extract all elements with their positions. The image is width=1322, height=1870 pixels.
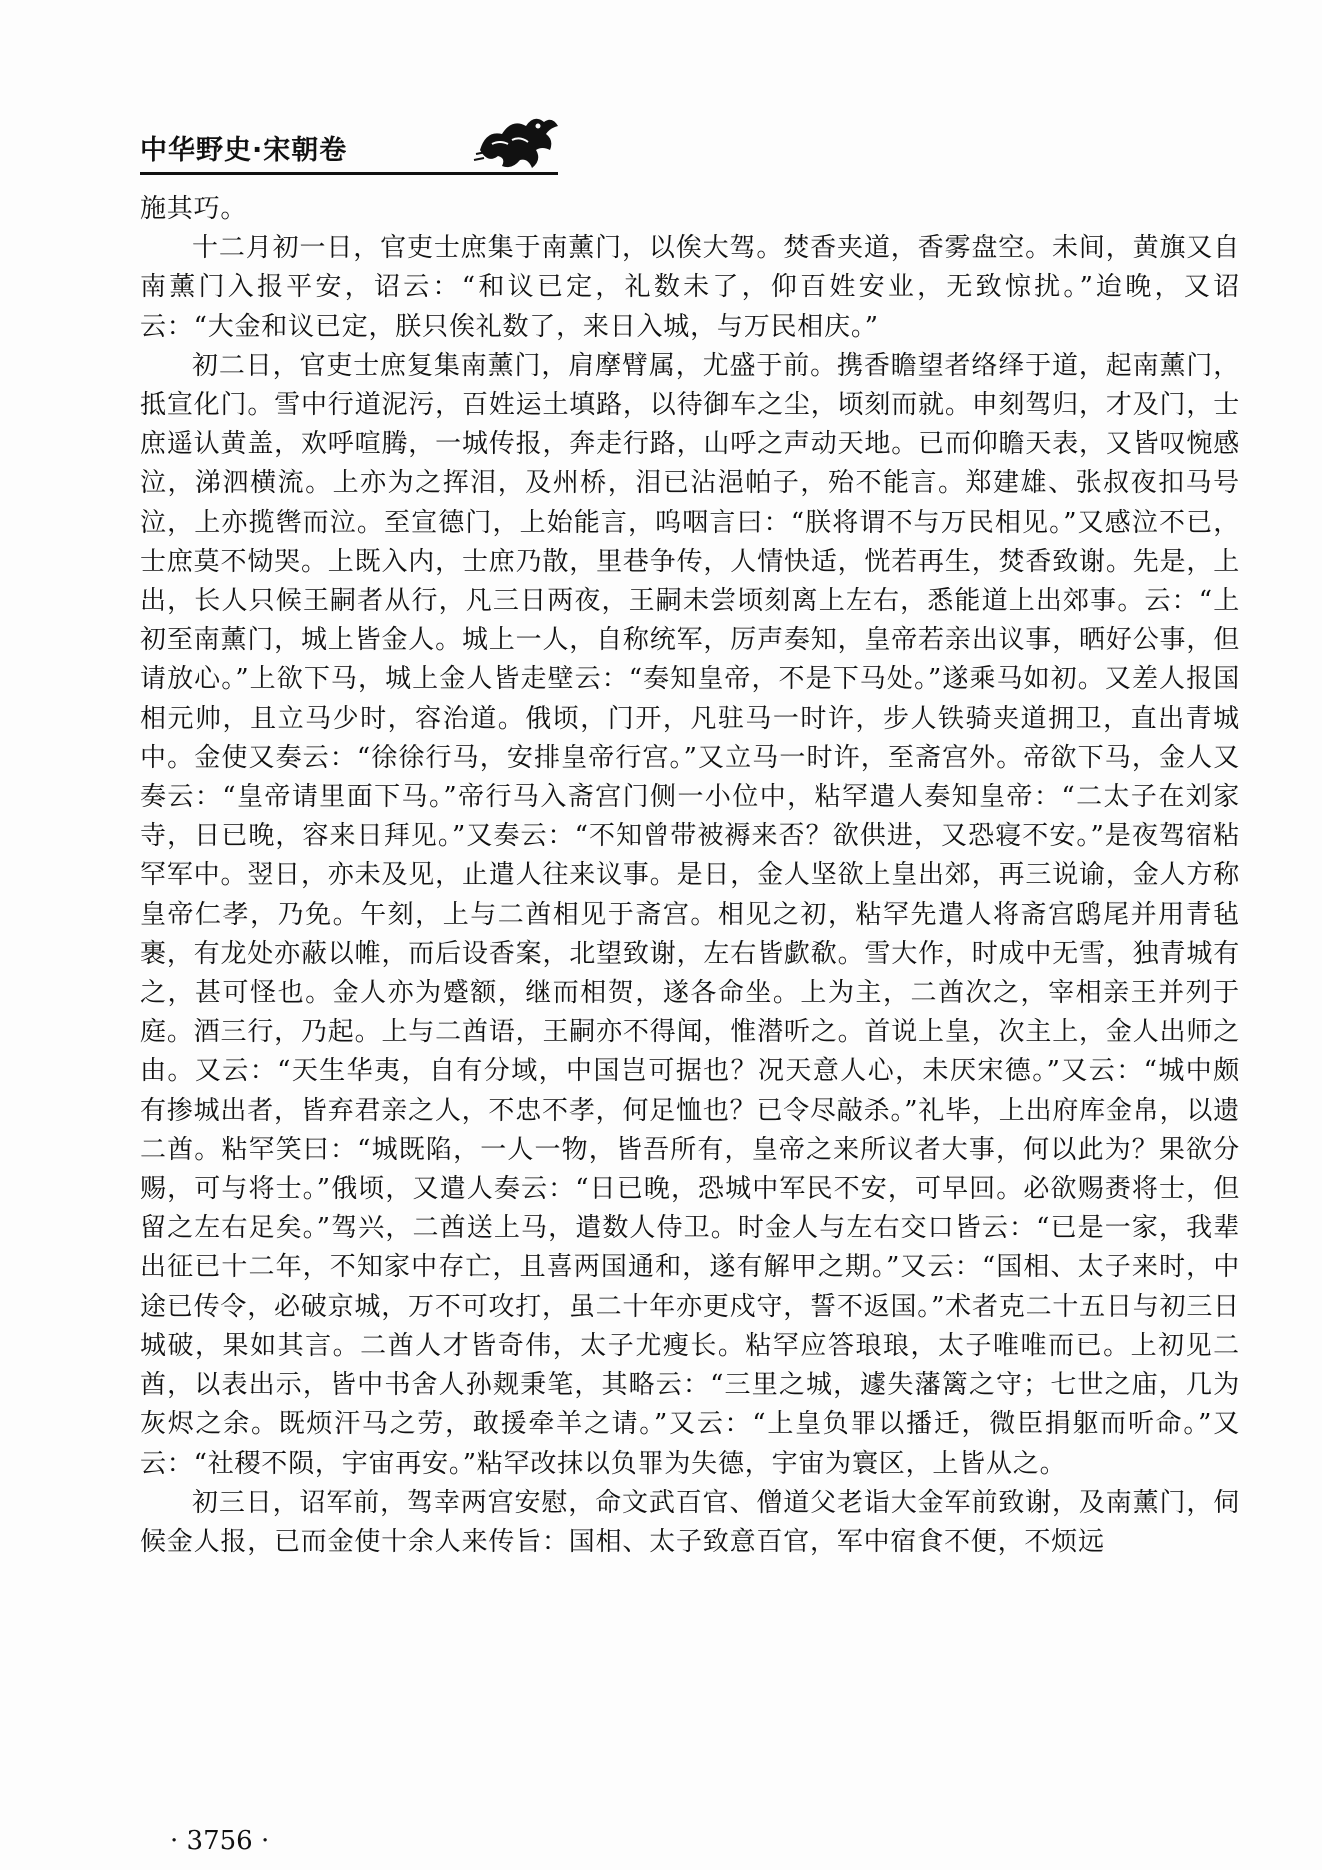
- page-number: · 3756 ·: [170, 1826, 270, 1856]
- paragraph: 十二月初一日，官吏士庶集于南薰门，以俟大驾。焚香夹道，香雾盘空。未间，黄旗又自南薰门入报平安，诏云：“和议已定，礼数未了，仰百姓安业，无致惊扰。”迨晚，又诏云：“大金和议已定，朕只俟礼数了，来日入城，与万民相庆。”: [140, 233, 1240, 342]
- dragon-emblem-icon: [472, 110, 564, 174]
- paragraph: 施其巧。: [140, 194, 248, 224]
- running-header: [140, 118, 558, 176]
- body-text: [140, 190, 1240, 1562]
- header-rule: [140, 172, 558, 175]
- paragraph: 初三日，诏军前，驾幸两宫安慰，命文武百官、僧道父老诣大金军前致谢，及南薰门，伺候金人报，已而金使十余人来传旨：国相、太子致意百官，军中宿食不便，不烦远: [140, 1487, 1240, 1557]
- running-head-title: 中华野史·宋朝卷: [140, 135, 348, 166]
- paragraph: 初二日，官吏士庶复集南薰门，肩摩臂属，尤盛于前。携香瞻望者络绎于道，起南薰门，抵宣化门。雪中行道泥污，百姓运土填路，以待御车之尘，顷刻而就。申刻驾归，才及门，士庶遥认黄盖，欢呼喧腾，一城传报，奔走行路，山呼之声动天地。已而仰瞻天表，又皆叹惋感泣，涕泗横流。上亦为之挥泪，及州桥，泪已沾浥帕子，殆不能言。郑建雄、张叔夜扣马号泣，上亦揽辔而泣。至宣德门，上始能言，呜咽言曰：“朕将谓不与万民相见。”又感泣不已，士庶莫不恸哭。上既入内，士庶乃散，里巷争传，人情快适，恍若再生，焚香致谢。先是，上出，长人只候王嗣者从行，凡三日两夜，王嗣未尝顷刻离上左右，悉能道上出郊事。云：“上初至南薰门，城上皆金人。城上一人，自称统军，厉声奏知，皇帝若亲出议事，晒好公事，但请放心。”上欲下马，城上金人皆走壁云：“奏知皇帝，不是下马处。”遂乘马如初。又差人报国相元帅，且立马少时，容治道。俄顷，门开，凡驻马一时许，步人铁骑夹道拥卫，直出青城中。金使又奏云：“徐徐行马，安排皇帝行宫。”又立马一时许，至斋宫外。帝欲下马，金人又奏云：“皇帝请里面下马。”帝行马入斋宫门侧一小位中，粘罕遣人奏知皇帝：“二太子在刘家寺，日已晚，容来日拜见。”又奏云：“不知曾带被褥来否？欲供进，又恐寝不安。”是夜驾宿粘罕军中。翌日，亦未及见，止遣人往来议事。是日，金人坚欲上皇出郊，再三说谕，金人方称皇帝仁孝，乃免。午刻，上与二酋相见于斋宫。相见之初，粘罕先遣人将斋宫鸱尾并用青毡裹，有龙处亦蔽以帷，而后设香案，北望致谢，左右皆歔欷。雪大作，时成中无雪，独青城有之，甚可怪也。金人亦为蹙额，继而相贺，遂各命坐。上为主，二酋次之，宰相亲王并列于庭。酒三行，乃起。上与二酋语，王嗣亦不得闻，惟潜听之。首说上皇，次主上，金人出师之由。又云：“天生华夷，自有分域，中国岂可据也？况天意人心，未厌宋德。”又云：“城中颇有掺城出者，皆弃君亲之人，不忠不孝，何足恤也？已令尽敲杀。”礼毕，上出府库金帛，以遗二酋。粘罕笑曰：“城既陷，一人一物，皆吾所有，皇帝之来所议者大事，何以此为？果欲分赐，可与将士。”俄顷，又遣人奏云：“日已晚，恐城中军民不安，可早回。必欲赐赉将士，但留之左右足矣。”驾兴，二酋送上马，遣数人侍卫。时金人与左右交口皆云：“已是一家，我辈出征已十二年，不知家中存亡，且喜两国通和，遂有解甲之期。”又云：“国相、太子来时，中途已传令，必破京城，万不可攻打，虽二十年亦更戍守，誓不返国。”术者克二十五日与初三日城破，果如其言。二酋人才皆奇伟，太子尤瘦长。粘罕应答琅琅，太子唯唯而已。上初见二酋，以表出示，皆中书舍人孙觌秉笔，其略云：“三里之城，遽失藩篱之守；七世之庙，几为灰烬之余。既烦汗马之劳，敢援牵羊之请。”又云：“上皇负罪以播迁，微臣捐躯而听命。”又云：“社稷不陨，宇宙再安。”粘罕改抹以负罪为失德，宇宙为寰区，上皆从之。: [140, 350, 1240, 1479]
